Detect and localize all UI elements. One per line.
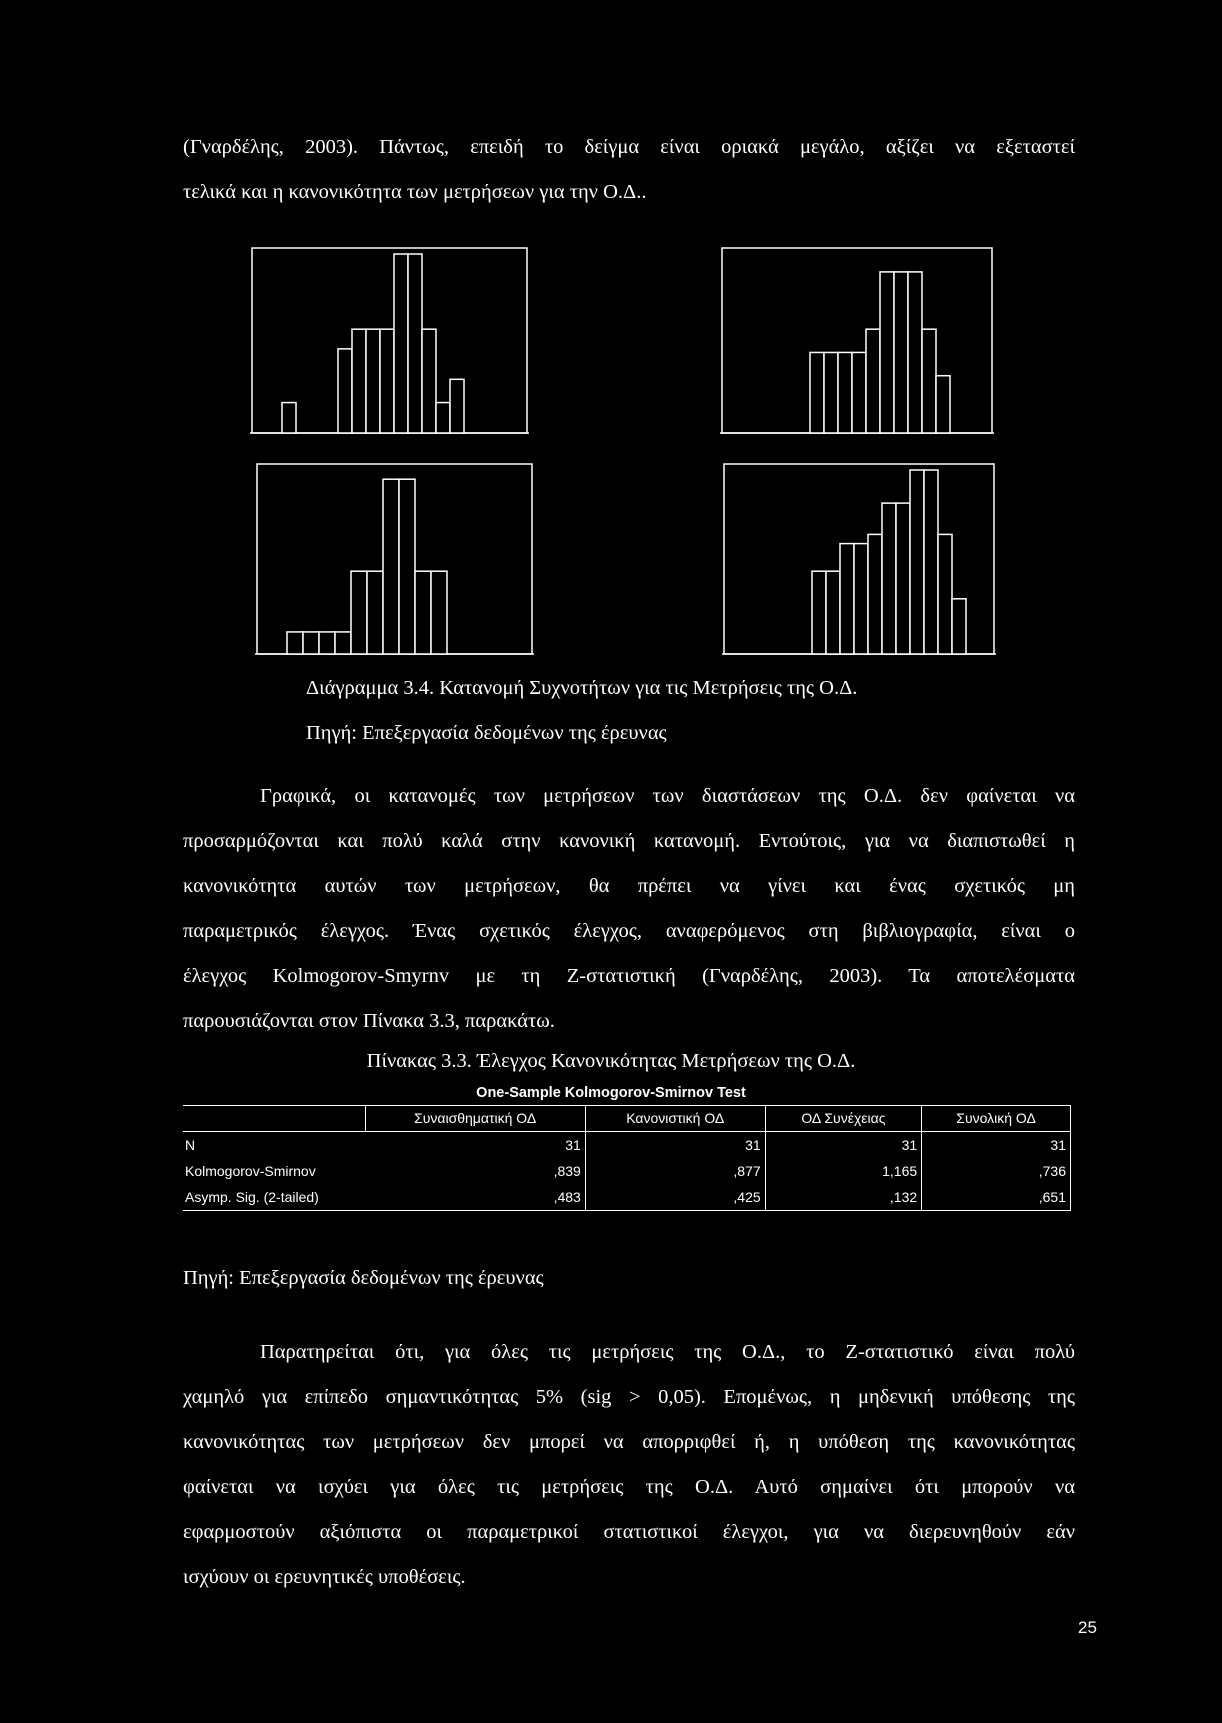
- histogram-2: [720, 246, 1010, 443]
- table-cell: 1,165: [765, 1158, 922, 1184]
- row-label: N: [185, 1137, 196, 1153]
- table-row: [183, 1184, 1071, 1211]
- row-label: Asymp. Sig. (2-tailed): [183, 1184, 365, 1211]
- histogram-bar: [450, 379, 464, 433]
- body-paragraph-2: [183, 1330, 1075, 1600]
- text-line: (Γναρδέλης, 2003). Πάντως, επειδή το δείγμα είναι οριακά μεγάλο, αξίζει να εξεταστεί: [183, 136, 1075, 158]
- histogram-bar: [894, 272, 908, 433]
- table-cell: 31: [765, 1132, 922, 1159]
- table-subtitle: One-Sample Kolmogorov-Smirnov Test: [476, 1085, 746, 1101]
- histogram-bar: [908, 272, 922, 433]
- histogram-bar: [431, 571, 447, 654]
- table-cell: ,877: [585, 1158, 765, 1184]
- histogram-bar: [838, 352, 852, 433]
- histogram-bar: [415, 571, 431, 654]
- text-line: παραμετρικός έλεγχος. Ένας σχετικός έλεγχος, αναφερόμενος στη βιβλιογραφία, είναι ο: [183, 920, 1075, 942]
- page-number: 25: [1078, 1618, 1097, 1637]
- histogram-bar: [936, 376, 950, 433]
- histogram-bar: [399, 479, 415, 654]
- text-line: ισχύουν οι ερευνητικές υποθέσεις.: [183, 1566, 466, 1588]
- table-cell: 31: [922, 1132, 1071, 1159]
- table-cell: ,483: [365, 1184, 585, 1211]
- text-line: κανονικότητα αυτών των μετρήσεων, θα πρέπει να γίνει και ένας σχετικός μη: [183, 875, 1075, 897]
- histogram-bar: [924, 470, 938, 654]
- text-line: χαμηλό για επίπεδο σημαντικότητας 5% (sig > 0,05). Επομένως, η μηδενική υπόθεσης της: [183, 1386, 1075, 1408]
- table-cell: 31: [365, 1132, 585, 1159]
- histogram-bar: [824, 352, 838, 433]
- text-line: κανονικότητας των μετρήσεων δεν μπορεί να απορριφθεί ή, η υπόθεση της κανονικότητας: [183, 1431, 1075, 1453]
- histogram-bar: [351, 571, 367, 654]
- histogram-bar: [952, 599, 966, 654]
- histogram-4: [722, 462, 1012, 664]
- figure-source: Πηγή: Επεξεργασία δεδομένων της έρευνας: [306, 722, 667, 744]
- table-cell: ,736: [922, 1158, 1071, 1184]
- histogram-bar: [826, 571, 840, 654]
- histogram-bar: [880, 272, 894, 433]
- histogram-svg: [720, 246, 1010, 443]
- table-row: [183, 1158, 1071, 1184]
- table-cell: ,651: [922, 1184, 1071, 1211]
- histogram-bar: [840, 544, 854, 654]
- table-cell: ,839: [365, 1158, 585, 1184]
- histogram-bar: [394, 254, 408, 433]
- text-line: εφαρμοστούν αξιόπιστα οι παραμετρικοί στατιστικοί έλεγχοι, για να διερευνηθούν εάν: [183, 1521, 1075, 1543]
- histogram-bar: [922, 329, 936, 433]
- histogram-3: [255, 462, 550, 664]
- column-header: Κανονιστική ΟΔ: [585, 1105, 765, 1132]
- histogram-bar: [367, 571, 383, 654]
- text-line: τελικά και η κανονικότητα των μετρήσεων για την Ο.Δ..: [183, 181, 647, 203]
- histogram-bar: [335, 632, 351, 654]
- table-corner: [183, 1105, 365, 1132]
- column-header: Συναισθηματική ΟΔ: [365, 1105, 585, 1132]
- histogram-bar: [810, 352, 824, 433]
- histogram-bar: [812, 571, 826, 654]
- histogram-bar: [436, 403, 450, 433]
- intro-paragraph: [183, 125, 1075, 215]
- histogram-bar: [882, 503, 896, 654]
- table-cell: ,132: [765, 1184, 922, 1211]
- histogram-bar: [380, 329, 394, 433]
- histogram-bar: [854, 544, 868, 654]
- histogram-bar: [303, 632, 319, 654]
- histogram-bar: [319, 632, 335, 654]
- body-paragraph-1: [183, 774, 1075, 1044]
- histogram-bar: [910, 470, 924, 654]
- histogram-bar: [366, 329, 380, 433]
- column-header: Συνολική ΟΔ: [922, 1105, 1071, 1132]
- histogram-bar: [896, 503, 910, 654]
- table-title: Πίνακας 3.3. Έλεγχος Κανονικότητας Μετρήσεων της Ο.Δ.: [366, 1050, 856, 1072]
- table-row: [183, 1132, 1071, 1159]
- row-label: Kolmogorov-Smirnov: [185, 1163, 316, 1179]
- table-cell: 31: [585, 1132, 765, 1159]
- figure-caption: Διάγραμμα 3.4. Κατανομή Συχνοτήτων για τις Μετρήσεις της Ο.Δ.: [306, 677, 858, 699]
- histogram-svg: [250, 246, 545, 443]
- histogram-bar: [852, 352, 866, 433]
- histogram-bar: [422, 329, 436, 433]
- text-line: Παρατηρείται ότι, για όλες τις μετρήσεις της Ο.Δ., το Ζ-στατιστικό είναι πολύ: [260, 1341, 1075, 1363]
- text-line: προσαρμόζονται και πολύ καλά στην κανονική κατανομή. Εντούτοις, για να διαπιστωθεί η: [183, 830, 1075, 852]
- histogram-bar: [282, 403, 296, 433]
- histogram-bar: [408, 254, 422, 433]
- histogram-bar: [338, 349, 352, 433]
- histogram-bar: [868, 534, 882, 654]
- histogram-bar: [938, 534, 952, 654]
- text-line: έλεγχος Kolmogorov-Smyrnv με τη Ζ-στατιστική (Γναρδέλης, 2003). Τα αποτελέσματα: [183, 965, 1075, 987]
- histogram-bar: [352, 329, 366, 433]
- text-line: Γραφικά, οι κατανομές των μετρήσεων των διαστάσεων της Ο.Δ. δεν φαίνεται να: [260, 785, 1075, 807]
- histogram-bar: [866, 329, 880, 433]
- table-cell: ,425: [585, 1184, 765, 1211]
- text-line: παρουσιάζονται στον Πίνακα 3.3, παρακάτω.: [183, 1010, 555, 1032]
- histogram-bar: [287, 632, 303, 654]
- table-source: Πηγή: Επεξεργασία δεδομένων της έρευνας: [183, 1267, 544, 1289]
- ks-table: [183, 1105, 1071, 1211]
- histogram-svg: [722, 462, 1012, 664]
- text-line: φαίνεται να ισχύει για όλες τις μετρήσεις της Ο.Δ. Αυτό σημαίνει ότι μπορούν να: [183, 1476, 1075, 1498]
- histogram-svg: [255, 462, 550, 664]
- histogram-1: [250, 246, 545, 443]
- column-header: ΟΔ Συνέχειας: [765, 1105, 922, 1132]
- histogram-bar: [383, 479, 399, 654]
